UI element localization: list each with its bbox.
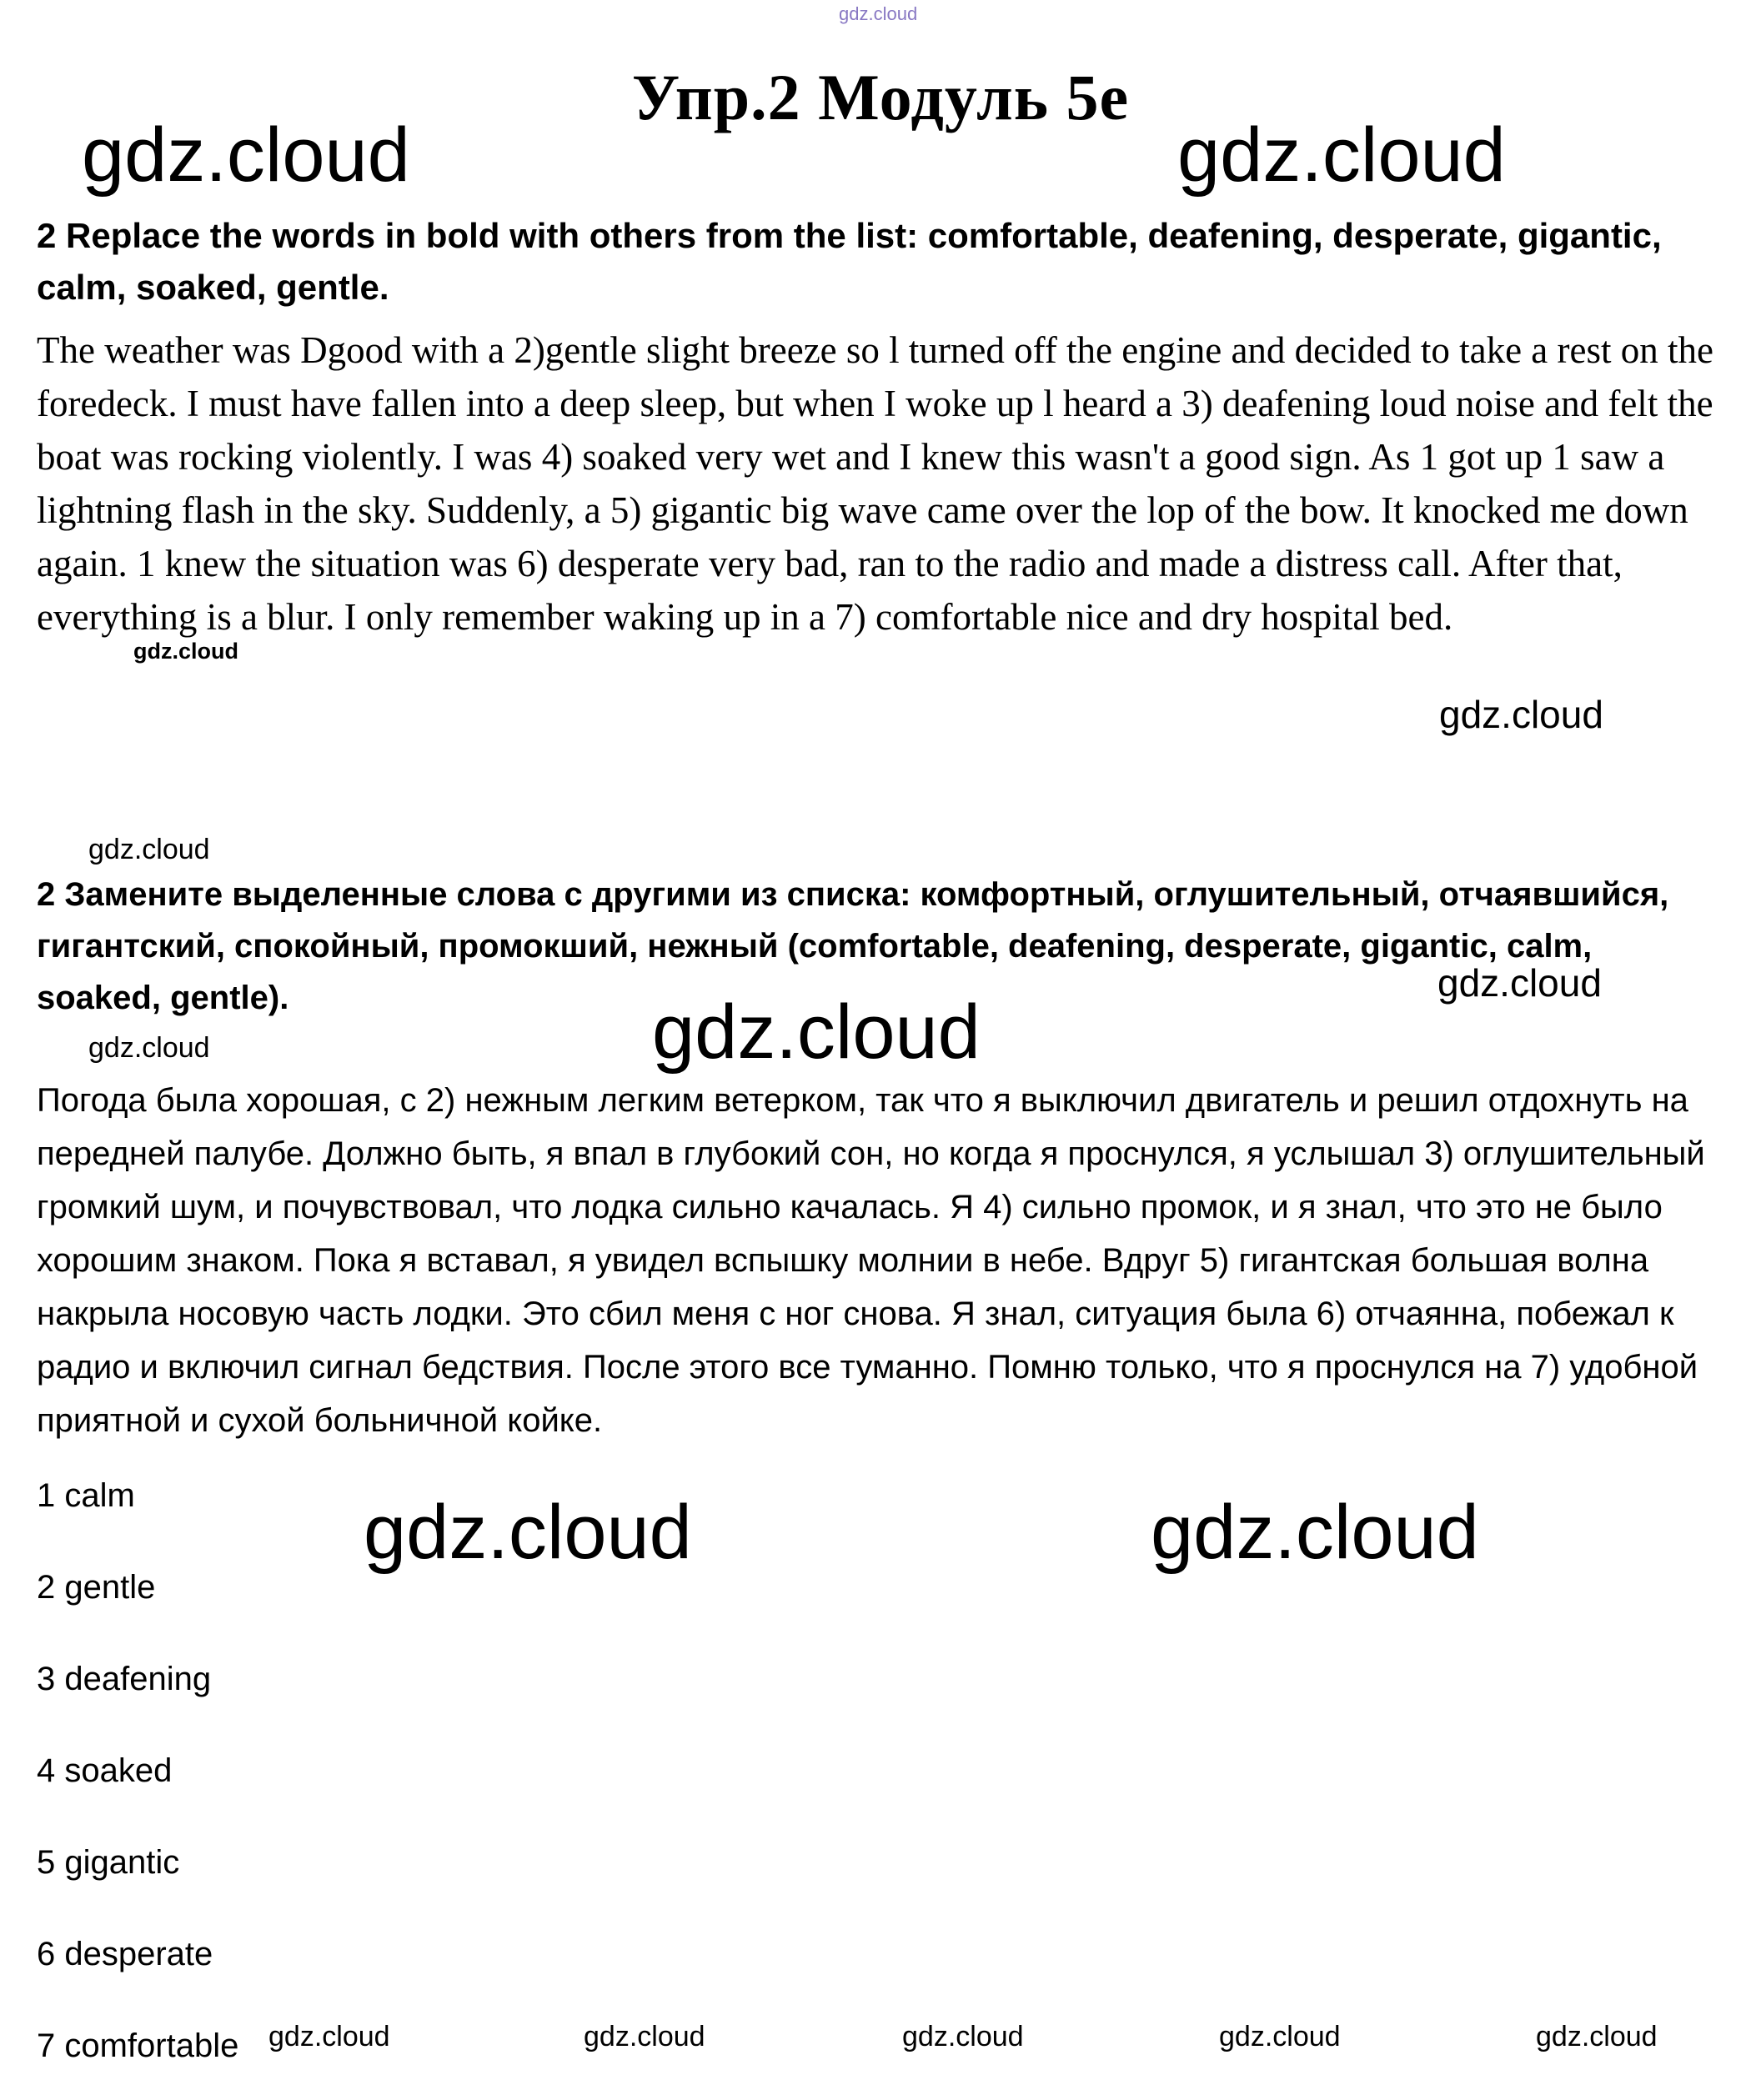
- task-body-english: The weather was Dgood with a 2)gentle slight breeze so l turned off the engine and decided to take a rest on the foredeck. I must have fallen into a deep sleep, but when I woke up l heard a 3) deafening loud noise and felt the boat was rocking violently. I was 4) soaked very wet and I knew this wasn't a good sign. As 1 got up 1 saw a lightning flash in the sky. Suddenly, a 5) gigantic big wave came over the lop of the bow. It knocked me down again. 1 knew the situation was 6) desperate very bad, ran to the radio and made a distress call. After that, everything is a blur. I only remember waking up in a 7) comfortable nice and dry hospital bed.: [37, 329, 1713, 638]
- watermark-bottom-4: gdz.cloud: [1219, 2021, 1341, 2052]
- page-title: Упр.2 Модуль 5e: [631, 61, 1130, 133]
- answer-item: 4 soaked: [37, 1752, 173, 1789]
- task-heading-russian: 2 Замените выделенные слова с другими из списка: комфортный, оглушительный, отчаявшийся, гигантский, спокойный, промокший, нежный (comfortable, deafening, desperate, gigantic, calm, soaked, gentle).: [37, 876, 1669, 1016]
- watermark-bottom-1: gdz.cloud: [268, 2021, 390, 2052]
- watermark-bottom-2: gdz.cloud: [584, 2021, 705, 2052]
- answer-item: 2 gentle: [37, 1569, 156, 1606]
- answer-item: 1 calm: [37, 1477, 135, 1514]
- watermark-answers-right: gdz.cloud: [1151, 1490, 1479, 1575]
- watermark-answers-left: gdz.cloud: [364, 1490, 692, 1575]
- watermark-top-right: gdz.cloud: [1177, 113, 1506, 198]
- watermark-mid-right-1: gdz.cloud: [1439, 693, 1603, 736]
- watermark-small-left-2: gdz.cloud: [88, 1032, 210, 1064]
- watermark-inline-small: gdz.cloud: [133, 639, 238, 664]
- task-heading-english: 2 Replace the words in bold with others from the list: comfortable, deafening, desperate, gigantic, calm, soaked, gentle.: [37, 216, 1662, 307]
- watermark-big-center: gdz.cloud: [652, 990, 981, 1075]
- answer-item: 6 desperate: [37, 1936, 213, 1972]
- watermark-tiny-top: gdz.cloud: [839, 3, 918, 24]
- answer-item: 3 deafening: [37, 1661, 212, 1697]
- watermark-bottom-3: gdz.cloud: [902, 2021, 1024, 2052]
- watermark-bottom-5: gdz.cloud: [1536, 2021, 1658, 2052]
- watermark-mid-right-2: gdz.cloud: [1437, 961, 1602, 1005]
- answer-item: 7 comfortable: [37, 2027, 239, 2064]
- answer-item: 5 gigantic: [37, 1844, 180, 1881]
- task-body-russian: Погода была хорошая, с 2) нежным легким ветерком, так что я выключил двигатель и решил отдохнуть на передней палубе. Должно быть, я впал в глубокий сон, но когда я проснулся, я услышал 3) оглушительный громкий шум, и почувствовал, что лодка сильно качалась. Я 4) сильно промок, и я знал, что это не было хорошим знаком. Пока я вставал, я увидел вспышку молнии в небе. Вдруг 5) гигантская большая волна накрыла носовую часть лодки. Это сбил меня с ног снова. Я знал, ситуация была 6) отчаянна, побежал к радио и включил сигнал бедствия. После этого все туманно. Помню только, что я проснулся на 7) удобной приятной и сухой больничной койке.: [37, 1082, 1705, 1439]
- answers-list: [37, 1477, 238, 2100]
- watermark-small-left-1: gdz.cloud: [88, 834, 210, 865]
- watermark-top-left: gdz.cloud: [82, 113, 410, 198]
